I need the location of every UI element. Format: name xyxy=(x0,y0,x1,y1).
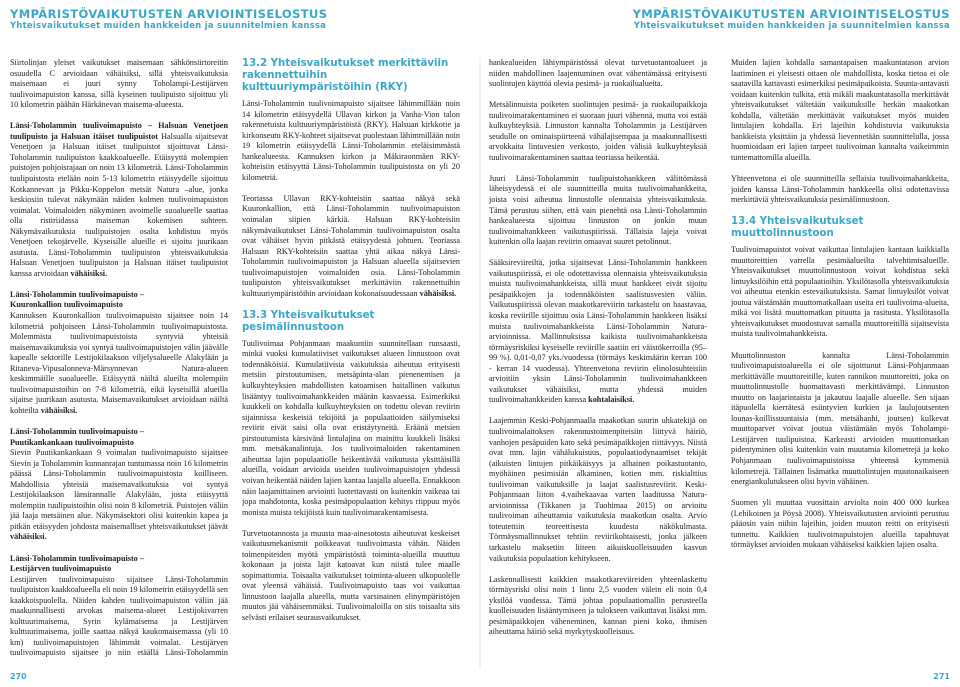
paragraph: Muiden lajien kohdalla samantapaisen maakuntatason arvion laatiminen ei yleisesti ottaen ole mahdollista, koska tietoa ei ole saatavilla kattavasti esimerkiksi pesimäpaikoista. Suunta-antavasti voidaan kuitenkin tulkita, että mikäli maakuntatasolla merkittävät yhteisvaikutukset vältetään vaikutuksille herkän maakotkan kohdalla, vältetään merkittävät vaikutukset myös muiden lintulajien kohdalla. Eri lajeihin kohdistuvia vaikutuksia hankkeista yksittäin ja yhdessä lievennetään suunnittelulla, jossa huomioidaan eri lajien tarpeet tuulivoiman kannalta vaikeimmin tuntemattomilla alueilla. xyxy=(731,58,949,162)
paragraph: Juuri Länsi-Toholammin tuulipuistohankkeen välittömässä läheisyydessä ei ole suunnitteilla muita tuulivoimahankkeita, joista voisi aiheutua linnustolle olennaisia yhteisvaikutuksia. Tämä perustuu siihen, että vain pienehtä osa Länsi-Toholammin hankealueesta sijoittuu linnuston on jonkin muun tuulivoimahankkeen vaikutuspiirissä. Tällaisia lajeja voivat kuitenkin olla laajan reviirin omaavat suuret petolinnut. xyxy=(489,173,707,247)
page-number-left: 270 xyxy=(10,672,27,681)
page-gutter xyxy=(479,58,481,669)
subheading: Kuuronkallion tuulivoimapuisto xyxy=(10,300,123,310)
paragraph: Tuulivoimapuistot voivat vaikuttaa lintulajien kantaan kaikkialla muuttoreittien varrella pesimäalueilta talvehtimisalueille. Yhteisvaikutukset muuttolinnustoon voivat kohdistua sekä lintuyksilöihin että populaatioihin. Yksilötasolla yhteisvaikutuksia voi aiheutua etenkin estevaikutuksista. Samat lintuyksilöt voivat joutua väistämään muuttomatkallaan useita eri tuulivoima-alueita, mikä voi lisätä muuttomatkan pituutta ja rasitusta. Yksilötasolla yhteisvaikutukset muodostuvat samalla muuttoreitillä sijaitsevista muista tuulivoimahankkeista. xyxy=(731,245,949,339)
paragraph-text: Sievin Puutikankankaan 9 voimalan tuulivoimapuisto sijaitsee Sievin ja Toholammin kunnanrajan tuntumassa noin 16 kilometrin päässä Länsi-Toholammin tuulivoimapuistosta koilliseen. Mahdollisia yhteisiä maisemavaikutuksia voi syntyä Lestijokilaakson länsirannalle Alakylään, josta etäisyyttä molempiin tuulipuistoihin olisi noin 8 kilometriä. Puistojen väliin jää laaja metsäinen alue. Näkymäsektori olisi kuitenkin kapea ja pitkän etäisyyden johdosta maisemalliset yhteisvaikutukset jäävät xyxy=(10,448,228,531)
paragraph: hankealueiden lähiympäristössä olevat turvetuotantoalueet ja niiden mahdollinen laajentuminen ovat vähentämässä erityisesti suolintujen käyttöä olevia pesimä- ja ruokailualueita. xyxy=(489,58,707,89)
paragraph xyxy=(242,194,460,299)
paragraph xyxy=(10,290,228,417)
right-page-column-1 xyxy=(489,58,707,658)
conclusion: vähäisiksi. xyxy=(10,532,47,542)
subheading: Länsi-Toholammin tuulivoimapuisto – xyxy=(10,553,144,563)
subheading: Länsi-Toholammin tuulivoimapuisto – xyxy=(10,289,144,299)
header-title: YMPÄRISTÖVAIKUTUSTEN ARVIOINTISELOSTUS xyxy=(10,7,328,21)
paragraph-text: Kannuksen Kuuronkallion tuulivoimapuisto sijaitsee noin 14 kilometriä pohjoiseen Länsi-Toholammin tuulivoimapuistosta. Molemmista tuulivoimapuistoista syntyviä yhteisiä maisemavaikutuksia voi syntyä tuulivoimapuistojen välin jäävälle kapealle sektorille Lestijokilaakson viljelysalueelle Alakylään ja Ritaneva-Vipusalonneva-Märsynnevan Natura-alueen keskimmäille suoalueelle. Etäisyyttä näiltä alueilta molempiin tuulivoimapuistoihin on 7-8 kilometriä, eikä kyseisillä alueilla sijaitse juurikaan asutusta. Maisemavaikutukset arvioidaan näiltä kohteilta xyxy=(10,311,228,415)
paragraph-text: Sääksireviireiltä, jotka sijaitsevat Länsi-Toholammin hankkeen vaikutuspiirissä, ei ole odotettavissa olennaisia yhteisvaikutuksia muista tuulivoimahankkeista, sillä muut hankkeet eivät sijoitu pesäpaikkojen ja todennäköisten saalistusvesien väliin. Vaikutuspiirissä olevan maakotkareviirin tarkastelu on haastavaa, koska reviirille sijoittuu osia Länsi-Toholammin hankkeen lisäksi muista tuulivoimahankkeista Länsi-Toholammin Natura-arvioinnissa. Mallinnuksissa kaikista tuulivoimahankkeista törmäysriskiksi kyseiselle reviirille saatiin eri väistökerroilla (95–99 %). 0,01-0,07 yks./vuodessa (törmäys keskimäärin kerran 100 - kerran 14 vuodessa). Yhteenvetona reviirin elinolosuhteisiin arvioitiin yksin Länsi-Toholammin tuulivoimahankkeen vaikutukset vähäisiksi, mutta yhdessä muiden tuulivoimahankkeiden kanssa xyxy=(489,258,707,405)
conclusion: kohtalaisiksi. xyxy=(588,395,635,405)
subheading: Länsi-Toholammin tuulivoimapuisto – xyxy=(10,427,144,436)
section-heading: 13.3 Yhteisvaikutukset pesimälinnustoon xyxy=(242,309,375,333)
header-title: YMPÄRISTÖVAIKUTUSTEN ARVIOINTISELOSTUS xyxy=(632,7,950,21)
paragraph: Turvetuotannosta ja muusta maa-ainesotosta aiheutuvat keskeiset vaikutusmekanismit poikkeavat tuulivoimasta vähän. Näiden toimenpiteiden myötä ympäristöstä toiminta-alueilla muuttuu kokonaan ja joista lajit katoavat kun niistä tulee maalle sopimattomia. Toisaalta vaikutukset toiminta-alueen ulkopuolelle ovat yleensä vähäisiä. Tuulivoimapuisto taas voi vaikuttaa linnustoon laajalla alueella, mutta varsinainen elinympäristöjen muutos jää vähäisemmäksi. Tuulivoimaloilla on siis toisaalta siis selvästi erilaiset seurausvaikutukset. xyxy=(242,528,460,623)
header-subtitle: Yhteisvaikutukset muiden hankkeiden ja suunnitelmien kanssa xyxy=(633,20,950,31)
running-header-right xyxy=(633,8,950,31)
conclusion: vähäisiksi. xyxy=(419,288,457,298)
paragraph: Laskennallisesti kaikkien maakotkareviireiden yhteenlaskettu törmäysriski olisi noin 1 lintu 2,5 vuoden välein eli noin 0,4 yksilöä vuodessa. Tämä johtaa populaatiomallin perusteella kuolleisuuden lisääntymiseen ja tulokseen vaikuttavat lisäksi mm. pesimäpaikkojen väheneminen, kannan pieni koko, ihmisen aiheuttama häiriö sekä myrkytyskuolleisuus. xyxy=(489,574,707,637)
paragraph xyxy=(10,121,228,279)
paragraph xyxy=(10,554,228,658)
section-heading: 13.2 Yhteisvaikutukset merkittäviin rakennettuihin kulttuuriympäristöihin (RKY) xyxy=(242,58,449,93)
section-heading: 13.4 Yhteisvaikutukset muuttolinnustoon xyxy=(731,216,864,240)
running-header-left xyxy=(10,8,327,31)
paragraph: Siirtolinjan yleiset vaikutukset maisemaan sähkönsiirtoreitin osuudella C arvioidaan vähäisiksi, sillä yhteisvaikutuksia maisemaan ei juuri synny Toholampi-Lestijärven tuulivoimapuiston kanssa, sillä kyseinen tuulipuisto sijoittuu yli 10 kilometrin päähän Härkänevan maisema-alueesta. xyxy=(10,58,228,110)
paragraph: Tuulivoimaa Pohjanmaan maakuntiin suunnitellaan runsaasti, minkä vuoksi kumulatiiviset vaikutukset alueen linnustoon ovat todennäköisiä. Kumulatiivisia vaikutuksia aiheutuu erityisesti metsiin pirstoutumisen, metsäpinta-alan pienenemisen ja kulkuyhteyksien mahdollisten katoamisen haitallinen vaikutus lisääntyy tuulivoimahankkeiden määrän kasvaessa. Esimerkiksi kuukkeli on kohdalla kulkuyhteyksien on todettu olevan reviirin sijainnissa keskeisiä tekijöitä ja populaatioiden säilymiseksi reviirit eivät saisi olla ovat eristäytyneitä. Eräänä metsien pirstoutumista kärsivänä lintulajina on mainittu kuukkeli lisäksi mm. metsäkanalintuja. Jos tuulivoimaloiden rakentaminen aiheuttaa lajin populaatiolle heikentävää vaikutusta yksittäisillä alueilla, voidaan arvioida useiden tuulivoimapuistojen yhdessä voivan heikentää näiden lajien kantaa laajalla alueella. Ennakkoon näin laajamittainen arviointi luotettavasti on kuitenkin vaikeaa tai jopa mahdotonta, koska pesimäpopulaation kehitys riippuu myös monista muista tekijöistä kuin tuulivoimarakentamisesta. xyxy=(242,338,460,517)
paragraph xyxy=(10,427,228,543)
paragraph: Muuttolinnuston kannalta Länsi-Toholammin tuulivoimapuistoalueella ei ole sijoittunut Länsi-Pohjanmaan merkittävälle muuttoreitille, kuten rannikon muuttoreitti, joka on muuttolinnustolle huomattavasti merkittävämpi. Linnuston muutto on laajarintaista ja jakautuu laajalle alueelle. Sen sijaan itäpuolella kierrätesä esiintyvien kurkien ja laulujoutsenten lounas-koillissuuntaisia (mm. metsähanhi, joutsen) kulkevat muuttoparvet voivat joutua väistämään myös Toholampi-Lestijärven tuulipuistoa. Karkeasti arvioiden muuttomatkan pidentyminen olisi kuitenkin vain muutamia kilometrejä ja koko Pohjanmaan tuulivoimapuistoissa yhteensä kymmeniä kilometrejä. Tällainen lisämatka muuttolintujen muutonaikaiseen energiankulutukseen olisi hyvin vähäinen. xyxy=(731,350,949,487)
header-subtitle: Yhteisvaikutukset muiden hankkeiden ja suunnitelmien kanssa xyxy=(10,20,327,31)
paragraph: Yhteenvetona ei ole suunnitteilla sellaisia tuulivoimahankkeita, joiden kanssa Länsi-Toholammin hankkeella olisi odotettavissa merkittäviä yhteisvaikutuksia pesimälinnustoon. xyxy=(731,173,949,205)
right-page-column-2 xyxy=(731,58,949,658)
subheading: Lestijärven tuulivoimapuisto xyxy=(10,564,112,574)
subheading: Puutikankankaan tuulivoimapuisto xyxy=(10,437,134,447)
paragraph-text: Lestijärven tuulivoimapuisto sijaitsee Länsi-Toholammin tuulipuiston kaakkoalueella eli noin 19 kilometrin etäisyydellä sen kaakkoispuolella. Näiden kahden tuulivoimapuiston väliin jää maakunnallisesti arvokas maisema-alueet Lestijokivarren kulttuurimaisema, Syrin kylämaisema ja Lestijärven kulttuurimaisema, joille saattaa näkyä kaukomaisemassa (yli 10 km) tuulivoimapuistojen lähimmät voimalat. Lestijärven tuulivoimapuisto sijaitsee jo niin etäällä Länsi-Toholammin xyxy=(10,574,228,658)
paragraph: Suomen yli muuttaa vuosittain arviolta noin 400 000 kurkea (Lehikoinen ja Pöysä 2008). Yhteisvaikutusten arviointi perustuu pääosin vain niihin lajeihin, joiden muuton reitti on erityisesti tunnettu. Kaikkien tuulivoimapuistojen alueilla tapahtuvat törmäykset arvioiden mukaan vähäiseksi kaikkien lajien osalta. xyxy=(731,498,949,550)
paragraph: Laajemmin Keski-Pohjanmaalla maakotkan suurin uhkatekijä on tuulivoimalaitoksen rakennustoimenpiteisiin liittyvä häiriö, vanhojen pesäpuiden kato sekä pesimäpaikkojen riittävyys. Niistä ovat mm. lajin vähälukuisuus, populaatiodynaamiset tekijät (aikuisten lintujen pitkäikäisyys ja alhainen poikastuotanto, myöhäinen pesimisiän alkaminen, kotien mm. riskialttius tuulivoiman vaikutuksille ja laajat saalistusreviirit. Keski-Pohjanmaan liiton 4.vaihekaavaa varten laaditussa Natura-arvioinnissa (Tikkanen ja Tuohimaa 2015) on arvioitu tuulivoiman aiheuttamia vaikutuksia maakotkan osalta. Arvio toteutettiin teoreettisesta kuudesta näkökulmasta. Törmäysmallinnukset tehtiin reviirikohtaisesti, jonka jälkeen tarkastelu maksetiin liiteen aikuiskuolleisuuden kasvun vaikutuksia populaation kehitykseen. xyxy=(489,416,707,563)
page-number-right: 271 xyxy=(933,672,950,681)
paragraph-text: Teoriassa Ullavan RKY-kohteisiin saattaa näkyä sekä Kuuronkallion, että Länsi-Toholammin tuulivoimapuiston voimalan siipien kärkiä. Halsuan RKY-kohteisiin näkymävaikutukset Länsi-Toholammin tuulivoimapuiston osalta ovat vähäiset hyvin pitkästä etäisyydestä johtuen. Teoriassa Halsuan RKY-kohteisiin saattaa yhtä aikaa näkyä Länsi-Toholammin tuulivoimapuiston ja Halsuan alueella sijaitsevien tuulivoimapuistojen voimaloiden osia. Länsi-Toholammin tuulipuiston yhteisvaikutukset merkittäviin rakennettuihin kulttuuriympäristöihin arvioidaan kokonaisuudessaan xyxy=(242,193,460,298)
paragraph: Metsälinnuista poiketen suolintujen pesimä- ja ruokailupaikkoja tuulivoimarakentaminen ei suoraan juuri vähennä, mutta voi estää kulkuyhteyksiä. Linnuston kannalta Toholammin ja Lestijärven seudulle on ominaispiirteenä vähälajisempaa ja maakunnallisesti arvokkaita lintuvesien verkosto, joiden välisiä kulkuyhteyksiä tuulivoimarakentaminen saattaa teoriassa heikentää. xyxy=(489,100,707,162)
paragraph-text: Halsualla sijaitsevat Venetjoen ja Halsuan itäiset tuulipuistot sijoittuvat Länsi-Toholammin tuulipuiston kaakkoalueelle. Etäisyyttä molempien puistojen pohjoisrajaan on noin 13 kilometriä. Länsi-Toholammin tuulipuistosta etelään noin 5-13 kilometrin etäisyydelle sijoittuu Kotkannevan ja Pikku-Koppelon metsät Natura –alue, jonka keskiosiin tulevat näkymään näiden kolmen tuulivoimapuiston voimalat. Voimaloiden näkyminen avoimelle suoalueelle saattaa olla ristiriidassa maiseman kokemisen suhteen. Näkymävaikutuksia tuulipuistojen osalta kohdistuu myös Venetjoen tekojärvelle. Kyseisille alueille ei sijoitu juurikaan asutusta. Länsi-Toholammin tuulipuiston yhteisvaikutuksia Halsuan Venetjoen tuulipuiston ja Halsuan itäiset tuulipuistot kanssa arvioidaan xyxy=(10,131,228,278)
paragraph xyxy=(489,258,707,406)
conclusion: vähäisiksi. xyxy=(40,405,78,415)
subheading: Länsi-Toholammin tuulivoimapuisto – Halsuan Venetjoen tuulipuisto ja Halsuan itäiset tuulipuistot xyxy=(10,121,228,141)
conclusion: vähäisiksi. xyxy=(70,268,108,278)
left-page-column-2 xyxy=(242,58,460,658)
left-page-column-1 xyxy=(10,58,228,658)
paragraph: Länsi-Toholammin tuulivoimapuisto sijaitsee lähimmillään noin 14 kilometrin etäisyydellä Ullavan kirkon ja Vanha-Vion talon rakennetuista kulttuuriympäristöistä (RKY). Halsuan kirkkotie ja kirkonseutu RKY-kohteet sijaitsevat puolestaan lähimmillään noin 19 kilometrin etäisyydellä Länsi-Toholammin eteläisimmästä hankealueesta. Kannuksen kirkon ja Mäkiraonmäen RKY-kohteisiin etäisyyttä Länsi-Toholammin tuulipuistosta on yli 20 kilometriä. xyxy=(242,99,460,182)
